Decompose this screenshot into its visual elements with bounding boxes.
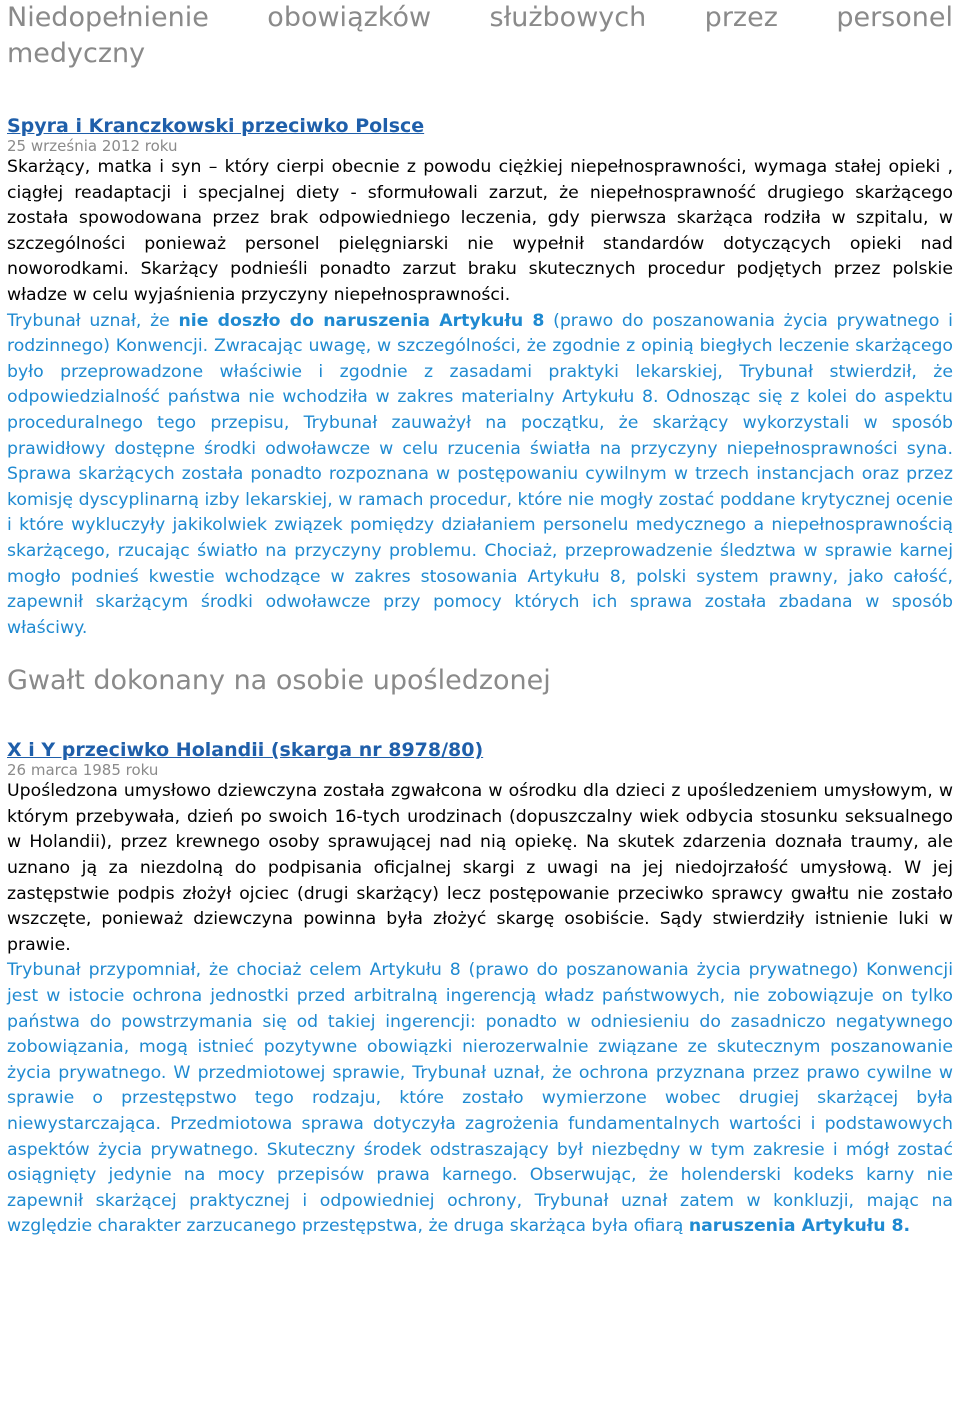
case-link-x-y-netherlands[interactable]: X i Y przeciwko Holandii (skarga nr 8978/80) [7, 739, 484, 762]
court-ruling-paragraph [7, 958, 953, 1240]
section-title-text: Niedopełnienie obowiązków służbowych przez personel medyczny [7, 2, 953, 69]
section-title-rape: Gwałt dokonany na osobie upośledzonej [7, 665, 551, 697]
court-ruling-paragraph [7, 309, 953, 642]
ruling-rest: (prawo do poszanowania życia prywatnego i rodzinnego) Konwencji. Zwracając uwagę, w szczególności, że zgodnie z opinią biegłych leczenie skarżącego było przeprowadzone właściwie i zgodnie z zasadami praktyki lekarskiej, Trybunał stwierdził, że odpowiedzialność państwa nie wchodziła w zakres materialny Artykułu 8. Odnosząc się z kolei do aspektu proceduralnego tego przepisu, Trybunał zauważył na początku, że skarżący wykorzystali w sposób prawidłowy dostępne środki odwoławcze w celu rzucenia światła na przyczyny niepełnosprawności syna. Sprawa skarżących została ponadto rozpoznana w postępowaniu cywilnym w trzech instancjach oraz przez komisję dyscyplinarną izby lekarskiej, w ramach procedur, które nie mogły zostać poddane krytycznej ocenie i które wykluczyły jakikolwiek związek pomiędzy działaniem personelu medycznego a niepełnosprawnością skarżącego, rzucając światło na przyczyny problemu. Chociaż, przeprowadzenie śledztwa w sprawie karnej mogło podnieś kwestie wchodzące w zakres stosowania Artykułu 8, polski system prawny, jako całość, zapewnił skarżącym środki odwoławcze przy pomocy których ich sprawa została zbadana w sposób właściwy. [7, 310, 953, 638]
case-facts-paragraph: Skarżący, matka i syn – który cierpi obecnie z powodu ciężkiej niepełnosprawności, wymaga stałej opieki , ciągłej readaptacji i specjalnej diety - sformułowali zarzut, że niepełnosprawność drugiego skarżącego została spowodowana przez brak odpowiedniego leczenia, gdy pierwsza skarżąca rodziła w szpitalu, w szczególności ponieważ personel pielęgniarski nie wypełnił standardów dotyczących opieki nad noworodkami. Skarżący podnieśli ponadto zarzut braku skutecznych procedur podjętych przez polskie władze w celu wyjaśnienia przyczyny niepełnosprawności. [7, 157, 953, 305]
ruling-intro: Trybunał uznał, że [7, 310, 179, 331]
spacer [7, 72, 953, 115]
section-title-medical-negligence [7, 0, 953, 72]
ruling-bold: nie doszło do naruszenia Artykułu 8 [178, 310, 545, 331]
spacer [7, 699, 953, 739]
case-link-spyra[interactable]: Spyra i Kranczkowski przeciwko Polsce [7, 115, 425, 137]
case-date: 26 marca 1985 roku [7, 761, 159, 780]
ruling-text: Trybunał przypomniał, że chociaż celem Artykułu 8 (prawo do poszanowania życia prywatnego) Konwencji jest w istocie ochrona jednostki przed arbitralną ingerencją władz państwowych, nie zobowiązuje on tylko państwa do powstrzymania się od takiej ingerencji: ponadto w odniesieniu do zasadniczo negatywnego zobowiązania, mogą istnieć pozytywne obowiązki nierozerwalnie związane ze skutecznym poszanowanie życia prywatnego. W przedmiotowej sprawie, Trybunał uznał, że ochrona przyznana przez prawo cywilne w sprawie o przestępstwo tego rodzaju, które zostało wymierzone wobec drugiej skarżącej była niewystarczająca. Przedmiotowa sprawa dotyczyła zagrożenia fundamentalnych wartości i podstawowych aspektów życia prywatnego. Skuteczny środek odstraszający był niezbędny w tym zakresie i mógł zostać osiągnięty jedynie na mocy przepisów prawa karnego. Obserwując, że holenderski kodeks karny nie zapewnił skarżącej praktycznej i odpowiedniej ochrony, Trybunał uznał zatem w konkluzji, mając na względzie charakter zarzucanego przestępstwa, że druga skarżąca była ofiarą [7, 960, 953, 1237]
case-date: 25 września 2012 roku [7, 137, 178, 155]
case-facts-paragraph: Upośledzona umysłowo dziewczyna została zgwałcona w ośrodku dla dzieci z upośledzeniem umysłowym, w którym przebywała, dzień po swoich 16-tych urodzinach (dopuszczalny wiek odbycia stosunku seksualnego w Holandii), przez krewnego osoby sprawującej nad nią opiekę. Na skutek zdarzenia doznała traumy, ale uznano ją za niezdolną do podpisania oficjalnej skargi z uwagi na jej niedojrzałość umysłową. W jej zastępstwie podpis złożył ojciec (drugi skarżący) lecz postępowanie przeciwko sprawcy gwałtu nie zostało wszczęte, ponieważ dziewczyna powinna była złożyć skargę osobiście. Sądy stwierdziły istnienie luki w prawie. [7, 781, 953, 955]
ruling-bold: naruszenia Artykułu 8. [688, 1216, 911, 1237]
spacer [7, 641, 953, 663]
